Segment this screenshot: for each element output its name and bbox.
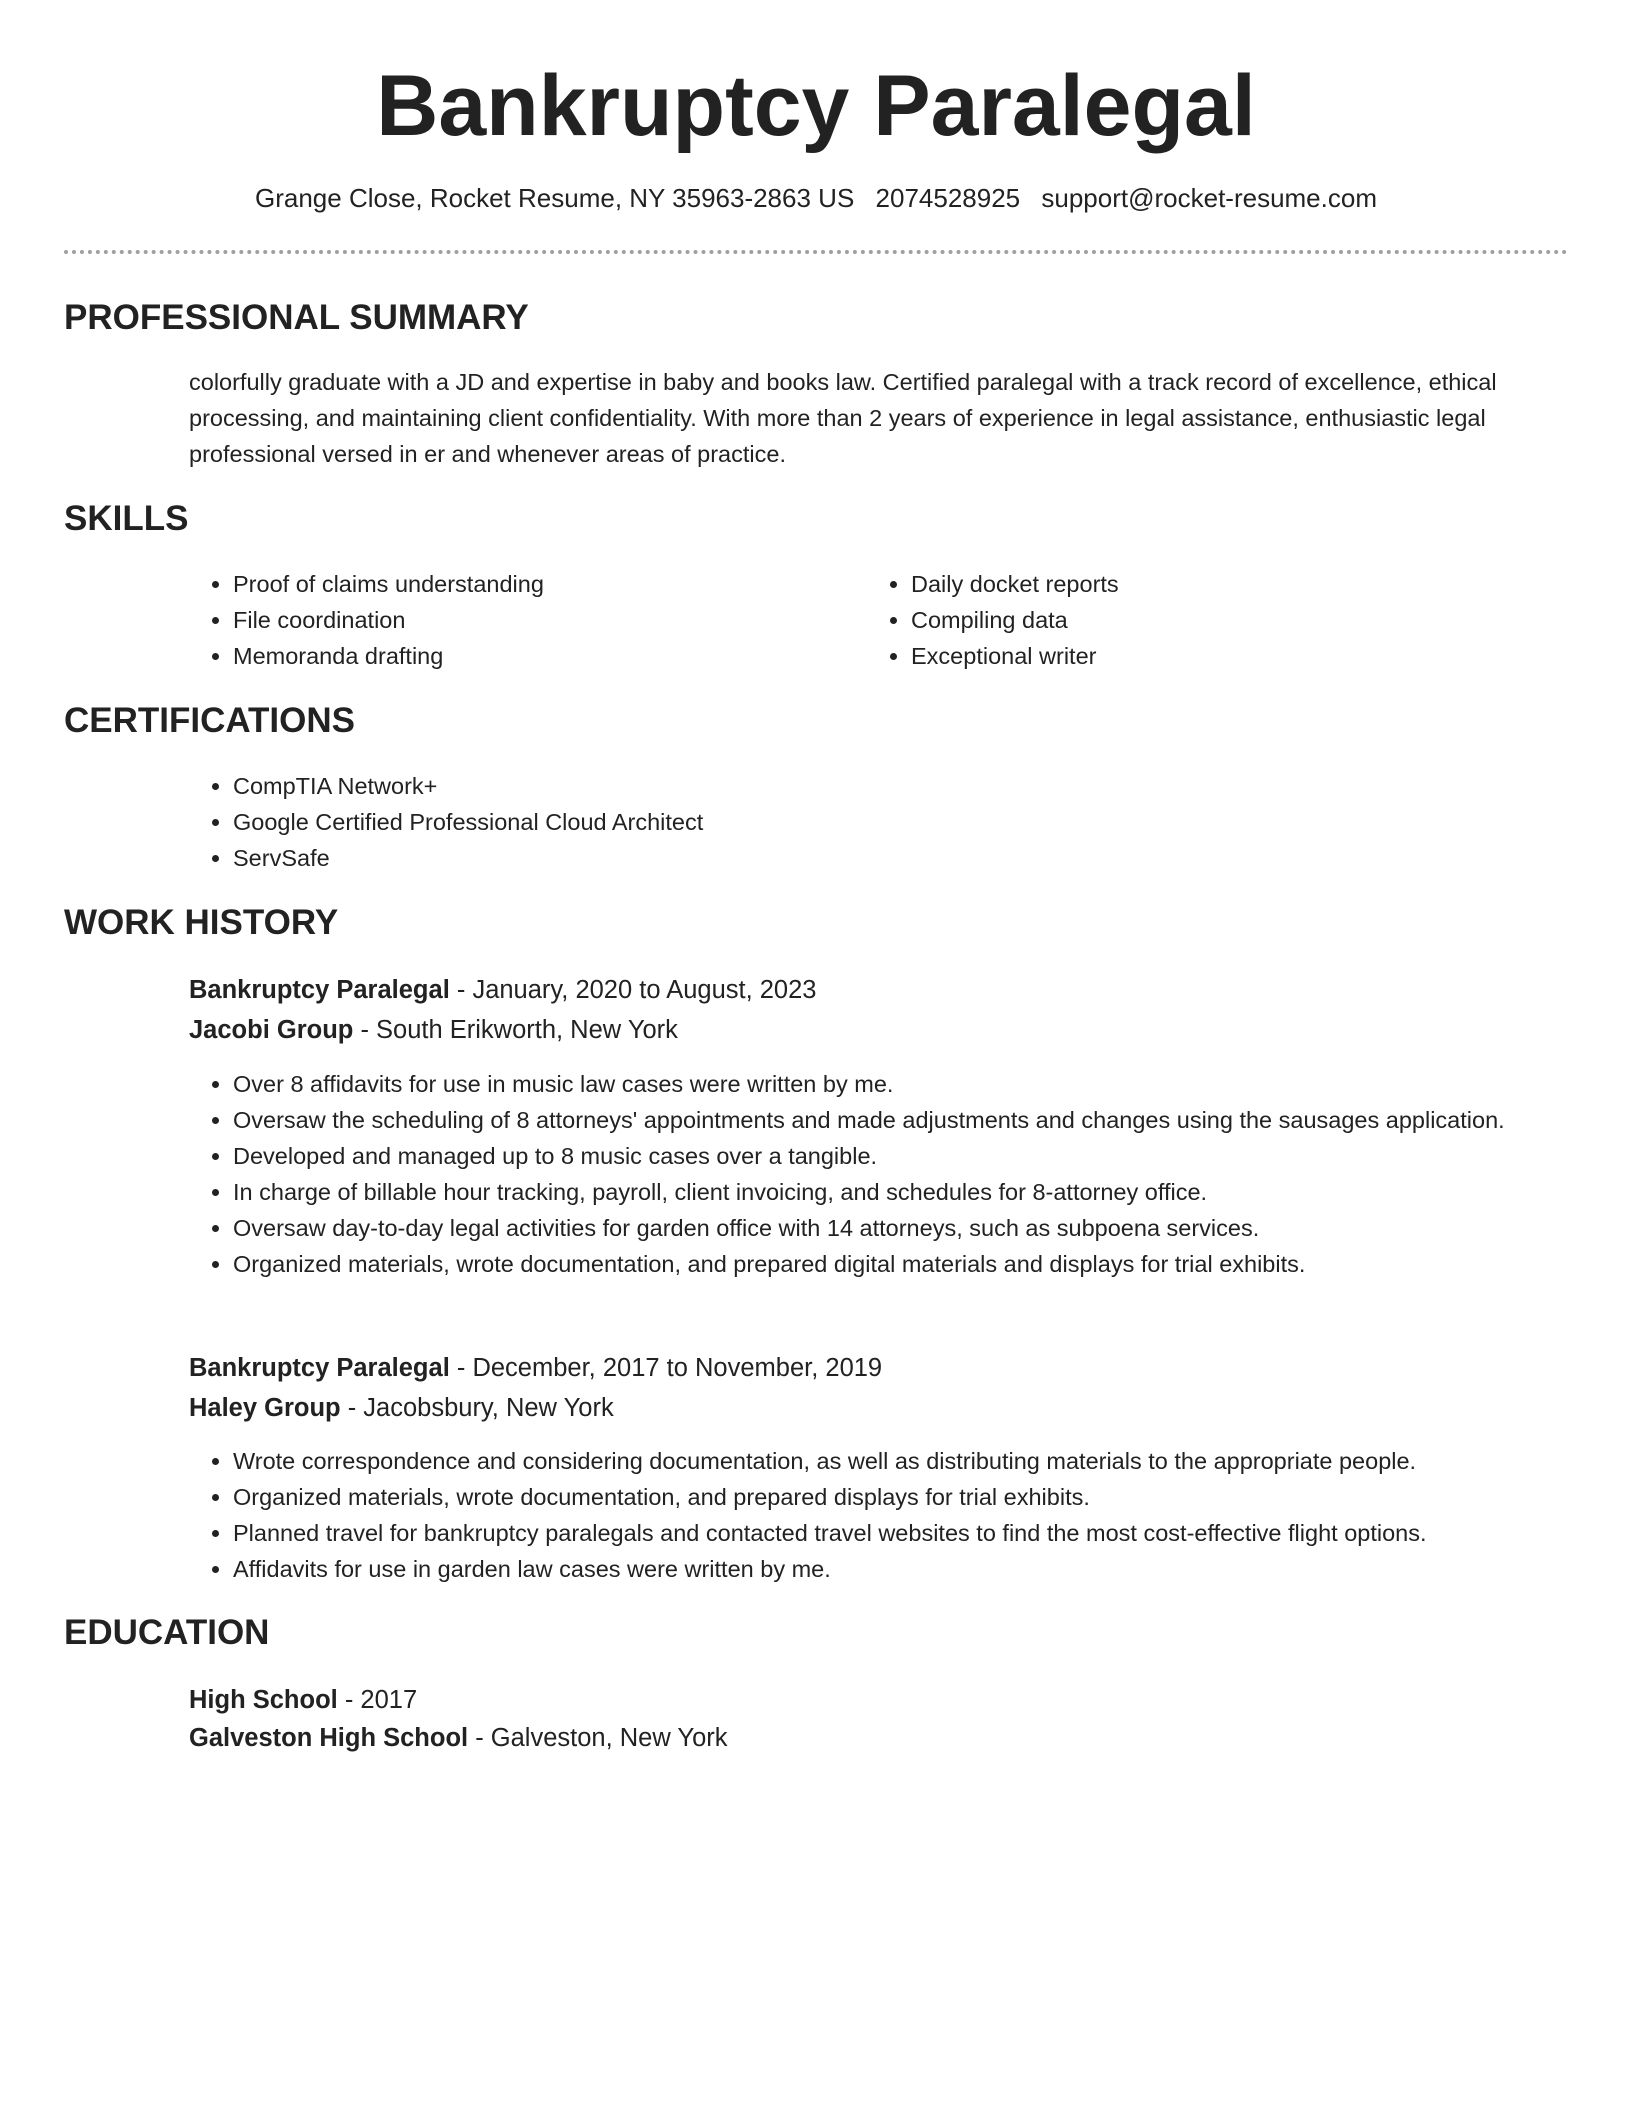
job-bullet: • Organized materials, wrote documentation, and prepared digital materials and displays for trial exhibits. — [233, 1246, 1573, 1282]
job-2-title-line — [189, 1350, 882, 1386]
contact-line — [0, 180, 1632, 216]
education-heading: EDUCATION — [64, 1613, 270, 1652]
education-location: - Galveston, New York — [468, 1724, 728, 1752]
education-school-line — [189, 1720, 728, 1756]
contact-email: support@rocket-resume.com — [1041, 183, 1377, 213]
certifications-heading: CERTIFICATIONS — [64, 701, 356, 740]
job-location: - Jacobsbury, New York — [340, 1394, 614, 1422]
job-bullet: • In charge of billable hour tracking, payroll, client invoicing, and schedules for 8-attorney office. — [233, 1174, 1573, 1210]
education-degree: High School — [189, 1686, 338, 1714]
resume-name: Bankruptcy Paralegal — [376, 58, 1256, 154]
job-1-company-line — [189, 1012, 678, 1048]
job-dates: - January, 2020 to August, 2023 — [449, 976, 817, 1004]
job-bullet: • Organized materials, wrote documentation, and prepared displays for trial exhibits. — [233, 1479, 1613, 1515]
job-role: Bankruptcy Paralegal — [189, 976, 450, 1004]
contact-address: Grange Close, Rocket Resume, NY 35963-2863 US — [255, 183, 855, 213]
job-bullet: • Oversaw day-to-day legal activities for garden office with 14 attorneys, such as subpoena services. — [233, 1210, 1573, 1246]
job-company: Jacobi Group — [189, 1016, 354, 1044]
job-company: Haley Group — [189, 1394, 341, 1422]
job-bullet: • Developed and managed up to 8 music cases over a tangible. — [233, 1138, 1573, 1174]
job-2-bullets — [189, 1443, 1613, 1587]
skill-item: • Proof of claims understanding — [233, 566, 793, 602]
education-school: Galveston High School — [189, 1724, 469, 1752]
contact-phone: 2074528925 — [875, 183, 1021, 213]
job-bullet: • Oversaw the scheduling of 8 attorneys' appointments and made adjustments and changes using the sausages application. — [233, 1102, 1573, 1138]
certification-item: • Google Certified Professional Cloud Architect — [233, 804, 1533, 840]
skills-heading: SKILLS — [64, 499, 189, 538]
education-year: - 2017 — [337, 1686, 418, 1714]
skill-item: • Compiling data — [911, 602, 1511, 638]
skill-item: • File coordination — [233, 602, 793, 638]
job-bullet: • Wrote correspondence and considering documentation, as well as distributing materials to the appropriate people. — [233, 1443, 1613, 1479]
skill-item: • Memoranda drafting — [233, 638, 793, 674]
skills-list-left — [189, 566, 793, 674]
certification-item: • CompTIA Network+ — [233, 768, 1533, 804]
job-bullet: • Planned travel for bankruptcy paralegals and contacted travel websites to find the most cost-effective flight options. — [233, 1515, 1613, 1551]
job-2-company-line — [189, 1390, 614, 1426]
skill-item: • Daily docket reports — [911, 566, 1511, 602]
job-1-title-line — [189, 972, 816, 1008]
summary-text: colorfully graduate with a JD and expertise in baby and books law. Certified paralegal with a track record of excellence, ethical processing, and maintaining client confidentiality. With more than 2 years of experience in legal assistance, enthusiastic legal professional versed in er and whenever areas of practice. — [189, 369, 1497, 467]
education-degree-line — [189, 1682, 417, 1718]
job-role: Bankruptcy Paralegal — [189, 1354, 450, 1382]
certification-item: • ServSafe — [233, 840, 1533, 876]
job-dates: - December, 2017 to November, 2019 — [449, 1354, 883, 1382]
skills-list-right — [867, 566, 1511, 674]
job-1-bullets — [189, 1066, 1573, 1282]
summary-heading: PROFESSIONAL SUMMARY — [64, 298, 529, 337]
header-divider — [64, 250, 1568, 254]
skill-item: • Exceptional writer — [911, 638, 1511, 674]
certifications-list — [189, 768, 1533, 876]
job-bullet: • Affidavits for use in garden law cases were written by me. — [233, 1551, 1613, 1587]
job-bullet: • Over 8 affidavits for use in music law cases were written by me. — [233, 1066, 1573, 1102]
job-location: - South Erikworth, New York — [353, 1016, 678, 1044]
work-history-heading: WORK HISTORY — [64, 903, 339, 942]
